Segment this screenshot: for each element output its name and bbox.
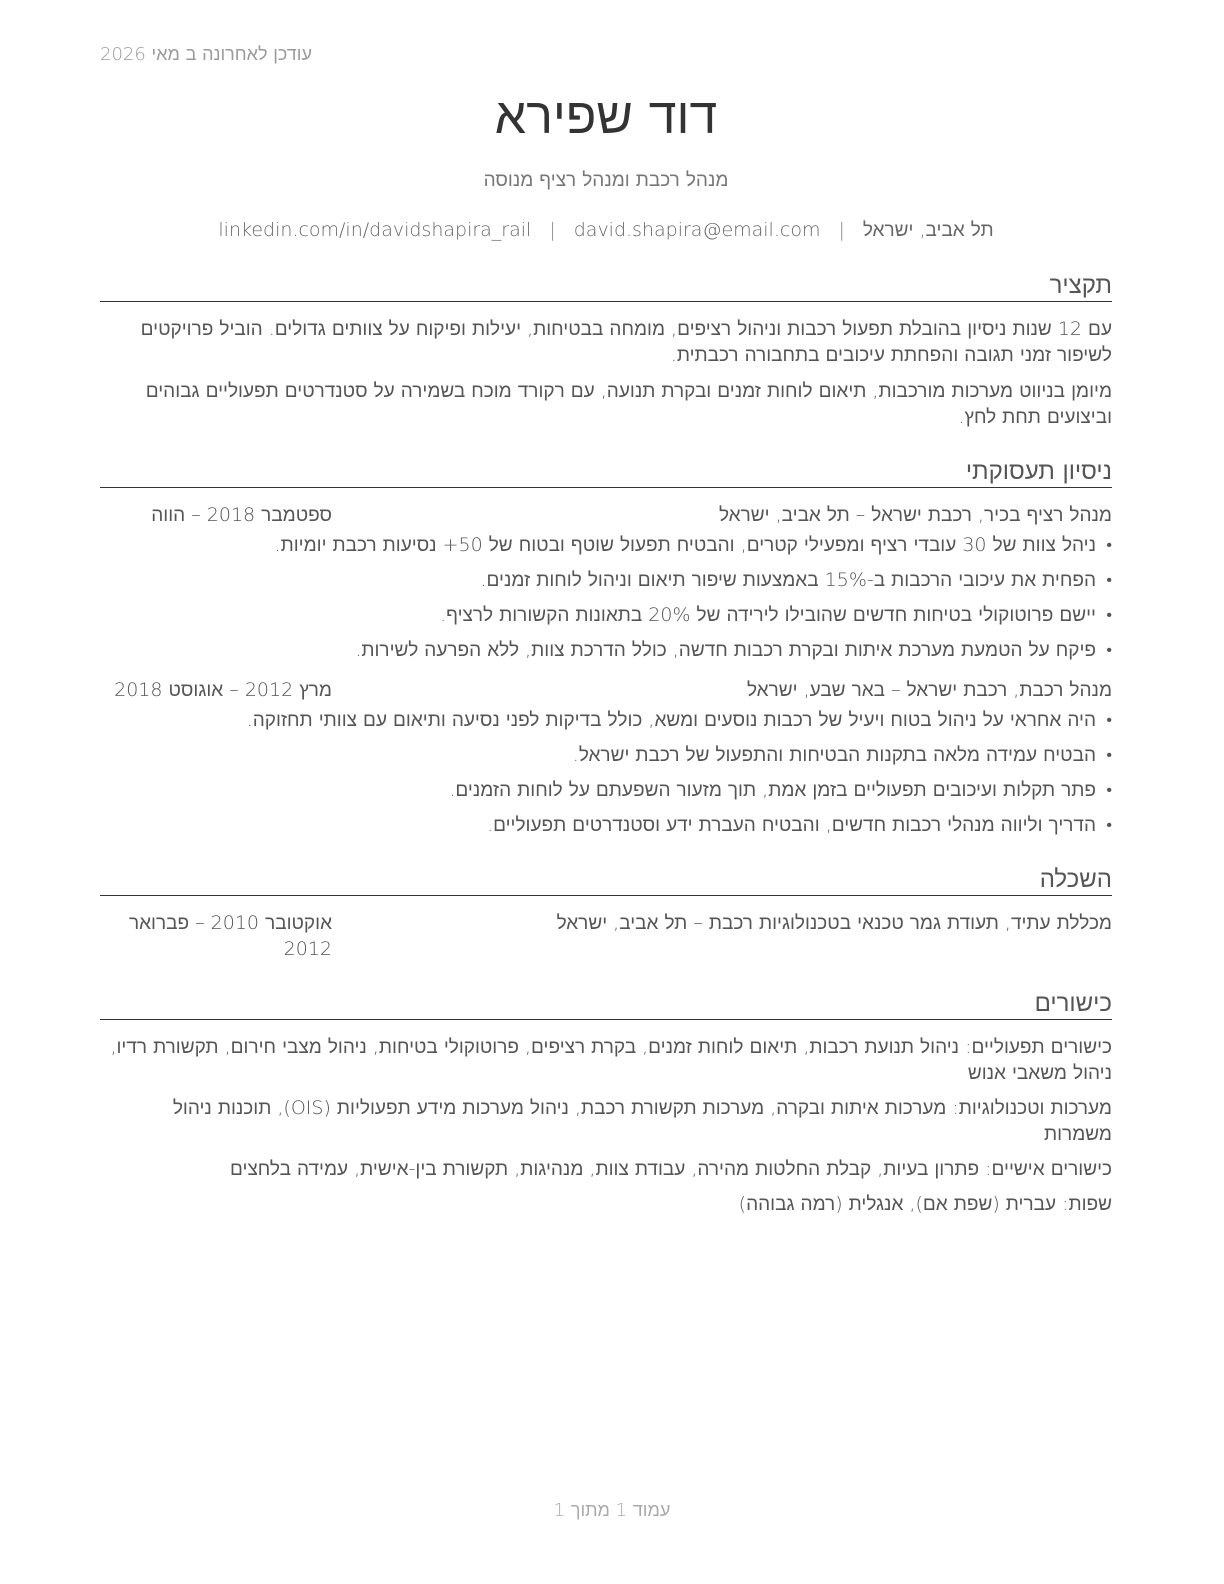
job-bullet: • היה אחראי על ניהול בטוח ויעיל של רכבות נוסעים ומשא, כולל בדיקות לפני נסיעה ותיאום עם צוותי תחזוקה.	[100, 707, 1112, 733]
job-bullet: • יישם פרוטוקולי בטיחות חדשים שהובילו לירידה של 20% בתאונות הקשורות לרציף.	[100, 602, 1112, 628]
contact-location: תל אביב, ישראל	[862, 219, 994, 241]
job-header	[100, 502, 1112, 528]
job-bullet: • פיקח על הטמעת מערכת איתות ובקרת רכבות חדשה, כולל הדרכת צוות, ללא הפרעה לשירות.	[100, 637, 1112, 663]
page-number: עמוד 1 מתוך 1	[553, 1500, 671, 1521]
summary-paragraph: מיומן בניווט מערכות מורכבות, תיאום לוחות זמנים ובקרת תנועה, עם רקורד מוכח בשמירה על סטנדרטים תפעוליים גבוהים וביצועים תחת לחץ.	[145, 380, 1112, 428]
last-updated-note: עודכן לאחרונה ב מאי 2026	[100, 44, 312, 65]
contact-email[interactable]: david.shapira@email.com	[573, 219, 821, 241]
contact-linkedin[interactable]: linkedin.com/in/davidshapira_rail	[218, 219, 532, 241]
section-title-skills: כישורים	[100, 988, 1112, 1020]
job-bullet: • הבטיח עמידה מלאה בתקנות הבטיחות והתפעול של רכבת ישראל.	[100, 742, 1112, 768]
job-dates: מרץ 2012 – אוגוסט 2018	[114, 679, 332, 701]
section-title-experience: ניסיון תעסוקתי	[100, 456, 1112, 488]
job-bullet: • הפחית את עיכובי הרכבות ב-15% באמצעות שיפור תיאום וניהול לוחות זמנים.	[100, 567, 1112, 593]
resume-content	[100, 86, 1112, 1226]
job-bullets	[100, 532, 1112, 663]
skill-line: מערכות וטכנולוגיות: מערכות איתות ובקרה, מערכות תקשורת רכבת, ניהול מערכות מידע תפעוליות (OIS), תוכנות ניהול משמרות	[172, 1097, 1112, 1145]
job-bullet: • פתר תקלות ועיכובים תפעוליים בזמן אמת, תוך מזעור השפעתם על לוחות הזמנים.	[100, 777, 1112, 803]
education-dates: אוקטובר 2010 – פברואר 2012	[128, 912, 332, 960]
skill-line: כישורים אישיים: פתרון בעיות, קבלת החלטות מהירה, עבודת צוות, מנהיגות, תקשורת בין-אישית, עמידה בלחצים	[230, 1158, 1112, 1180]
contact-separator: |	[549, 219, 556, 241]
candidate-subtitle: מנהל רכבת ומנהל רציף מנוסה	[483, 169, 729, 191]
summary-paragraph: עם 12 שנות ניסיון בהובלת תפעול רכבות וניהול רציפים, מומחה בבטיחות, יעילות ופיקוח על צוותים גדולים. הוביל פרויקטים לשיפור זמני תגובה והפחתת עיכובים בתחבורה רכבתית.	[140, 318, 1112, 366]
candidate-name: דוד שפירא	[494, 87, 718, 145]
contact-separator: |	[838, 219, 845, 241]
skill-line: כישורים תפעוליים: ניהול תנועת רכבות, תיאום לוחות זמנים, בקרת רציפים, פרוטוקולי בטיחות, ניהול מצבי חירום, תקשורת רדיו, ניהול משאבי אנוש	[110, 1036, 1112, 1084]
section-title-education: השכלה	[100, 864, 1112, 896]
job-header	[100, 677, 1112, 703]
job-title: מנהל רציף בכיר, רכבת ישראל – תל אביב, ישראל	[719, 504, 1112, 526]
contact-line	[100, 218, 1112, 242]
job-bullets	[100, 707, 1112, 838]
job-bullet: • ניהל צוות של 30 עובדי רציף ומפעילי קטרים, והבטיח תפעול שוטף ובטוח של 50+ נסיעות רכבת יומיות.	[100, 532, 1112, 558]
job-bullet: • הדריך וליווה מנהלי רכבות חדשים, והבטיח העברת ידע וסטנדרטים תפעוליים.	[100, 812, 1112, 838]
job-title: מנהל רכבת, רכבת ישראל – באר שבע, ישראל	[746, 679, 1112, 701]
education-title: מכללת עתיד, תעודת גמר טכנאי בטכנולוגיות רכבת – תל אביב, ישראל	[556, 912, 1112, 934]
section-title-summary: תקציר	[100, 270, 1112, 302]
skill-line: שפות: עברית (שפת אם), אנגלית (רמה גבוהה)	[738, 1193, 1112, 1215]
job-entry	[100, 677, 1112, 838]
job-entry	[100, 502, 1112, 663]
education-entry	[100, 910, 1112, 962]
job-dates: ספטמבר 2018 – הווה	[151, 504, 332, 526]
